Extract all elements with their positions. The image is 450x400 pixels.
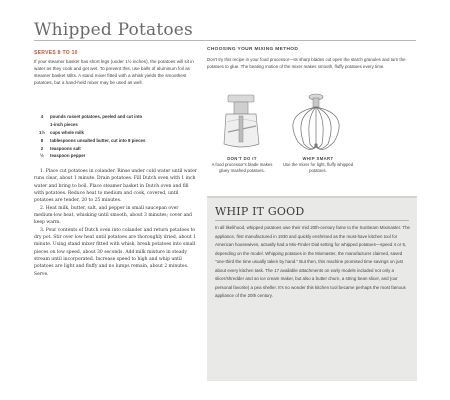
ingredient-item (34, 129, 199, 137)
ingredient-text: teaspoon pepper (50, 153, 86, 159)
ingredient-qty: 4 (40, 114, 44, 120)
sidebar-title: WHIP IT GOOD (215, 205, 305, 218)
step-paragraph: 2. Heat milk, butter, salt, and pepper in small saucepan over medium-low heat, whisking until smooth, about 3 minutes; cover and keep warm. (34, 205, 193, 226)
food-processor-blade-image (216, 92, 268, 152)
mixer-whisk-image (276, 92, 356, 154)
ingredient-qty: 1½ (38, 129, 46, 135)
whip-smart-label: WHIP SMART (302, 156, 334, 161)
step-paragraph: 3. Pour contents of Dutch oven into colander and return potatoes to dry pot. Stir over low heat until potatoes are thoroughly dried, about 1 minute. Using stand mixer fitted with whisk, break potatoes into small pieces on low speed, about 30 seconds. Add milk mixture in steady stream until incorporated. Increase speed to high and whip until potatoes are light and fluffy and no lumps remain, about 2 minutes. Serve. (34, 227, 196, 277)
whisk-caption (278, 156, 358, 173)
ingredient-qty: 8 (40, 137, 44, 143)
title-divider (34, 40, 416, 41)
sidebar-body: In all likelihood, whipped potatoes owe their mid 20th-century fame to the Sunbeam Mixmaster. The appliance, first manufactured in 1930 and quickly enshrined as the must-have kitchen tool for American housewives, actually had a Mix-Finder Dial setting for whipped potatoes—speed 4 or 5, depending on the model. Whipping potatoes in the Mixmaster, the manufacturer claimed, saved "one-third the time usually taken by hand." But then, this machine promised time savings on just about every kitchen task. The 17 available attachments on early models included not only a slicer/shredder and an ice cream maker, but also a butter churn, a string bean slicer, and (our personal favorite) a pea sheller. It's no wonder this kitchen tool became perhaps the most famous appliance of the 20th century. (215, 225, 411, 298)
whisk-caption-text: Use the mixer for light, fluffy whipped potatoes. (282, 161, 354, 173)
mixing-body: Don't try this recipe in your food processor—its sharp blades cut open the starch granules and turn the potatoes to glue. The beating motion of the mixer makes smooth, fluffy potatoes every time. (207, 57, 406, 69)
ingredient-text: cups whole milk (50, 129, 84, 135)
ingredient-item (34, 113, 199, 121)
ingredient-text: tablespoons unsalted butter, cut into 8 pieces (50, 137, 146, 143)
recipe-intro: If your steamer basket has short legs (under 1½ inches), the potatoes will sit in water as they cook and get wet. To prevent this, use balls of aluminum foil as steamer basket stilts. A stand mixer fitted with a whisk yields the smoothest potatoes, but a hand-held mixer may be used as well. (34, 59, 194, 86)
food-processor-caption-text: A food processor's blade makes gluey mashed potatoes. (211, 161, 273, 173)
ingredient-text: teaspoons salt (50, 145, 81, 151)
recipe-title: Whipped Potatoes (34, 20, 193, 40)
ingredient-item (34, 136, 199, 144)
ingredient-text: pounds russet potatoes, peeled and cut into (50, 114, 143, 120)
ingredient-item (34, 144, 199, 152)
mixing-heading: CHOOSING YOUR MIXING METHOD (207, 47, 299, 52)
ingredient-qty: 2 (40, 145, 44, 151)
serves-label: SERVES 8 TO 10 (34, 50, 78, 56)
food-processor-caption (206, 156, 278, 173)
step-paragraph: 1. Place cut potatoes in colander. Rinse under cold water until water runs clear, about 1 minute. Drain potatoes. Fill Dutch oven with 1 inch water and bring to boil. Place steamer basket in Dutch oven and fill with potatoes. Reduce heat to medium and cook, covered, until potatoes are tender, 20 to 25 minutes. (34, 169, 197, 204)
recipe-steps (34, 168, 199, 278)
ingredient-text: 1-inch pieces (50, 122, 78, 128)
ingredient-item (34, 152, 199, 160)
ingredient-item (34, 121, 199, 129)
whip-it-good-sidebar (207, 196, 417, 381)
ingredient-qty: ½ (40, 153, 44, 159)
dont-do-it-label: DON'T DO IT (227, 156, 257, 161)
sidebar-divider (215, 220, 409, 221)
ingredient-list (34, 113, 199, 160)
